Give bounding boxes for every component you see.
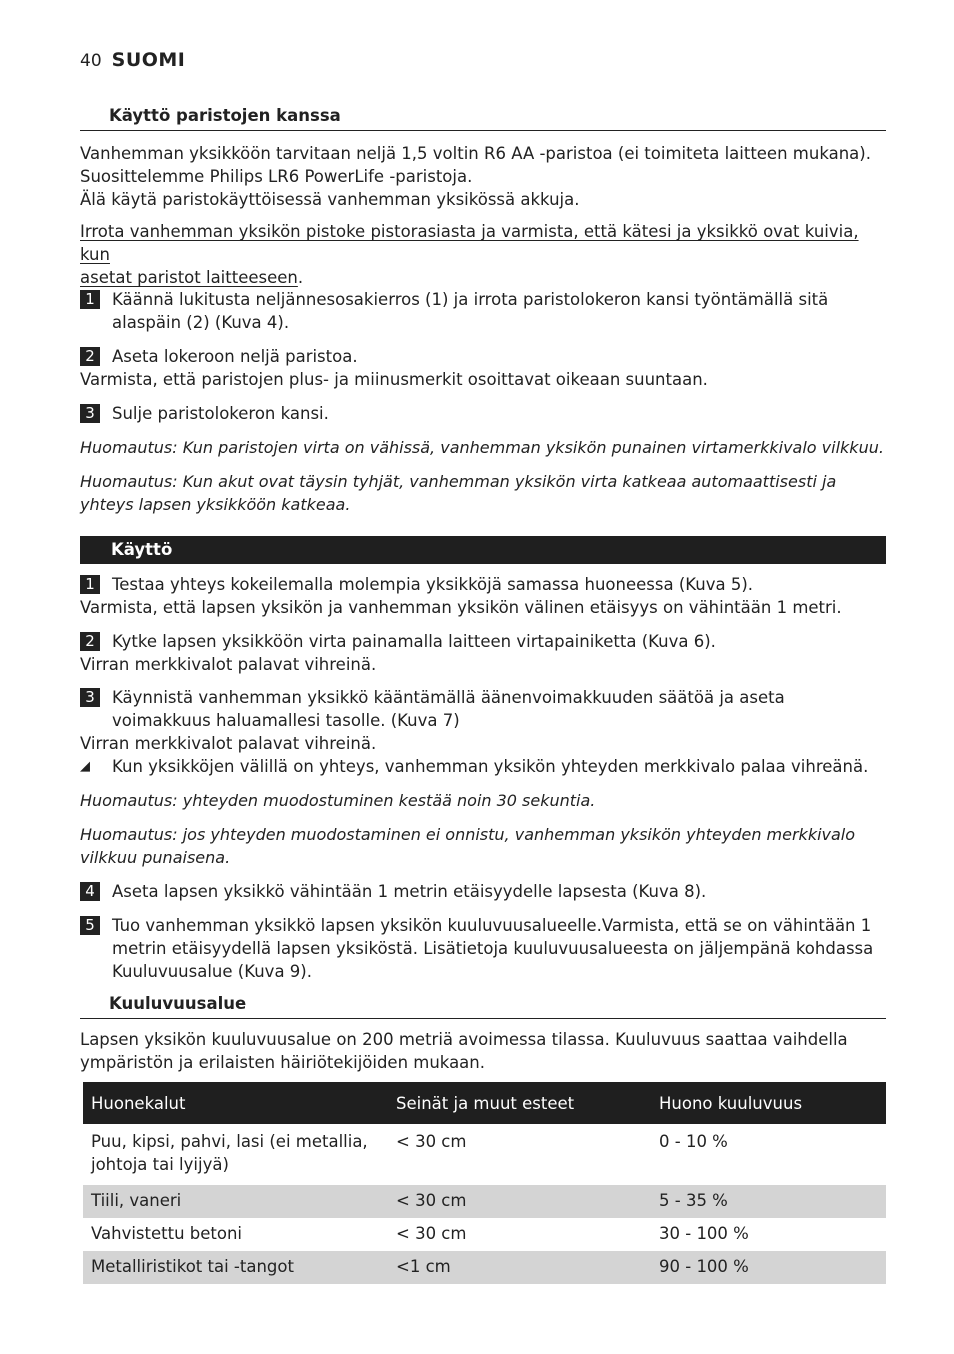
table-row	[83, 1124, 886, 1185]
table-cell: 90 - 100 %	[651, 1251, 886, 1284]
intro-line: Vanhemman yksikköön tarvitaan neljä 1,5 voltin R6 AA -paristoa (ei toimiteta laitteen mukana).	[80, 144, 871, 163]
step-text: Käännä lukitusta neljännesosakierros (1) ja irrota paristolokeron kansi työntämällä sitä alaspäin (2) (Kuva 4).	[112, 290, 829, 332]
step-number: 3	[80, 404, 100, 423]
table-cell: < 30 cm	[396, 1132, 467, 1151]
battery-step-2	[80, 345, 886, 391]
battery-warning: Irrota vanhemman yksikön pistoke pistorasiasta ja varmista, että kätesi ja yksikkö ovat kuivia, kun asetat paristot laitteeseen.	[80, 222, 859, 287]
step-number: 3	[80, 688, 100, 707]
step-number: 1	[80, 290, 100, 309]
table-row	[83, 1185, 886, 1218]
battery-note-1: Huomautus: Kun paristojen virta on vähissä, vanhemman yksikön punainen virtamerkkivalo vilkkuu.	[80, 438, 884, 457]
step-subtext: Varmista, että paristojen plus- ja miinusmerkit osoittavat oikeaan suuntaan.	[80, 370, 708, 389]
range-table	[83, 1082, 886, 1284]
step-text: Testaa yhteys kokeilemalla molempia yksikköjä samassa huoneessa (Kuva 5).	[112, 575, 754, 594]
table-cell: Puu, kipsi, pahvi, lasi (ei metallia, johtoja tai lyijyä)	[91, 1132, 368, 1174]
section-heading-usage: Käyttö	[80, 536, 886, 564]
language-label: SUOMI	[111, 49, 186, 71]
page-number: 40	[80, 51, 102, 71]
column-header: Seinät ja muut esteet	[388, 1082, 651, 1124]
step-text: Kytke lapsen yksikköön virta painamalla laitteen virtapainiketta (Kuva 6).	[112, 632, 716, 651]
usage-step-5	[80, 914, 886, 983]
step-subtext: Virran merkkivalot palavat vihreinä.	[80, 734, 377, 753]
usage-step-2	[80, 630, 886, 676]
table-cell: Tiili, vaneri	[83, 1185, 388, 1218]
step-number: 2	[80, 632, 100, 651]
usage-step-1	[80, 573, 886, 619]
step-number: 4	[80, 882, 100, 901]
table-header-row	[83, 1082, 886, 1124]
section-heading-range: Kuuluvuusalue	[80, 994, 886, 1019]
table-cell: Vahvistettu betoni	[91, 1224, 243, 1243]
step-text: Tuo vanhemman yksikkö lapsen yksikön kuuluvuusalueelle.Varmista, että se on vähintään 1 metrin etäisyydellä lapsen yksiköstä. Lisätietoja kuuluvuusalueesta on jäljempänä kohdassa Kuuluvuusalue (Kuva 9).	[112, 916, 874, 981]
battery-note-2: Huomautus: Kun akut ovat täysin tyhjät, vanhemman yksikön virta katkeaa automaattisesti ja yhteys lapsen yksikköön katkeaa.	[80, 472, 837, 514]
table-cell: 30 - 100 %	[659, 1224, 749, 1243]
step-text: Aseta lokeroon neljä paristoa.	[112, 347, 358, 366]
usage-step-3	[80, 686, 886, 755]
table-cell: < 30 cm	[396, 1224, 467, 1243]
intro-line: Suosittelemme Philips LR6 PowerLife -paristoja.	[80, 167, 473, 186]
step-number: 2	[80, 347, 100, 366]
table-cell: Metalliristikot tai -tangot	[83, 1251, 388, 1284]
usage-note-2: Huomautus: jos yhteyden muodostaminen ei onnistu, vanhemman yksikön yhteyden merkkivalo vilkkuu punaisena.	[80, 825, 856, 867]
step-text: Aseta lapsen yksikkö vähintään 1 metrin etäisyydelle lapsesta (Kuva 8).	[112, 882, 707, 901]
intro-line: Älä käytä paristokäyttöisessä vanhemman yksikössä akkuja.	[80, 190, 580, 209]
table-cell: 0 - 10 %	[659, 1132, 728, 1151]
column-header: Huono kuuluvuus	[651, 1082, 886, 1124]
step-text: Sulje paristolokeron kansi.	[112, 404, 329, 423]
step-subtext: Virran merkkivalot palavat vihreinä.	[80, 655, 377, 674]
table-cell: 5 - 35 %	[651, 1185, 886, 1218]
page-header	[80, 49, 185, 71]
bullet-text: Kun yksikköjen välillä on yhteys, vanhemman yksikön yhteyden merkkivalo palaa vihreänä.	[112, 757, 869, 776]
usage-step-4	[80, 880, 886, 903]
table-row	[83, 1251, 886, 1284]
table-cell: <1 cm	[388, 1251, 651, 1284]
usage-bullet	[80, 755, 886, 778]
step-subtext: Varmista, että lapsen yksikön ja vanhemman yksikön välinen etäisyys on vähintään 1 metri.	[80, 598, 842, 617]
battery-intro	[80, 142, 886, 211]
column-header: Huonekalut	[83, 1082, 388, 1124]
step-number: 5	[80, 916, 100, 935]
step-text: Käynnistä vanhemman yksikkö kääntämällä äänenvoimakkuuden säätöä ja aseta voimakkuus haluamallesi tasolle. (Kuva 7)	[112, 688, 785, 730]
range-text: Lapsen yksikön kuuluvuusalue on 200 metriä avoimessa tilassa. Kuuluvuus saattaa vaihdella ympäristön ja erilaisten häiriötekijöiden mukaan.	[80, 1030, 848, 1072]
bullet-triangle-icon: ◢	[80, 759, 90, 774]
battery-step-3	[80, 402, 886, 425]
usage-note-1: Huomautus: yhteyden muodostuminen kestää noin 30 sekuntia.	[80, 791, 596, 810]
table-row	[83, 1218, 886, 1251]
step-number: 1	[80, 575, 100, 594]
battery-step-1	[80, 288, 886, 334]
section-heading-battery: Käyttö paristojen kanssa	[80, 106, 886, 131]
table-cell: < 30 cm	[388, 1185, 651, 1218]
